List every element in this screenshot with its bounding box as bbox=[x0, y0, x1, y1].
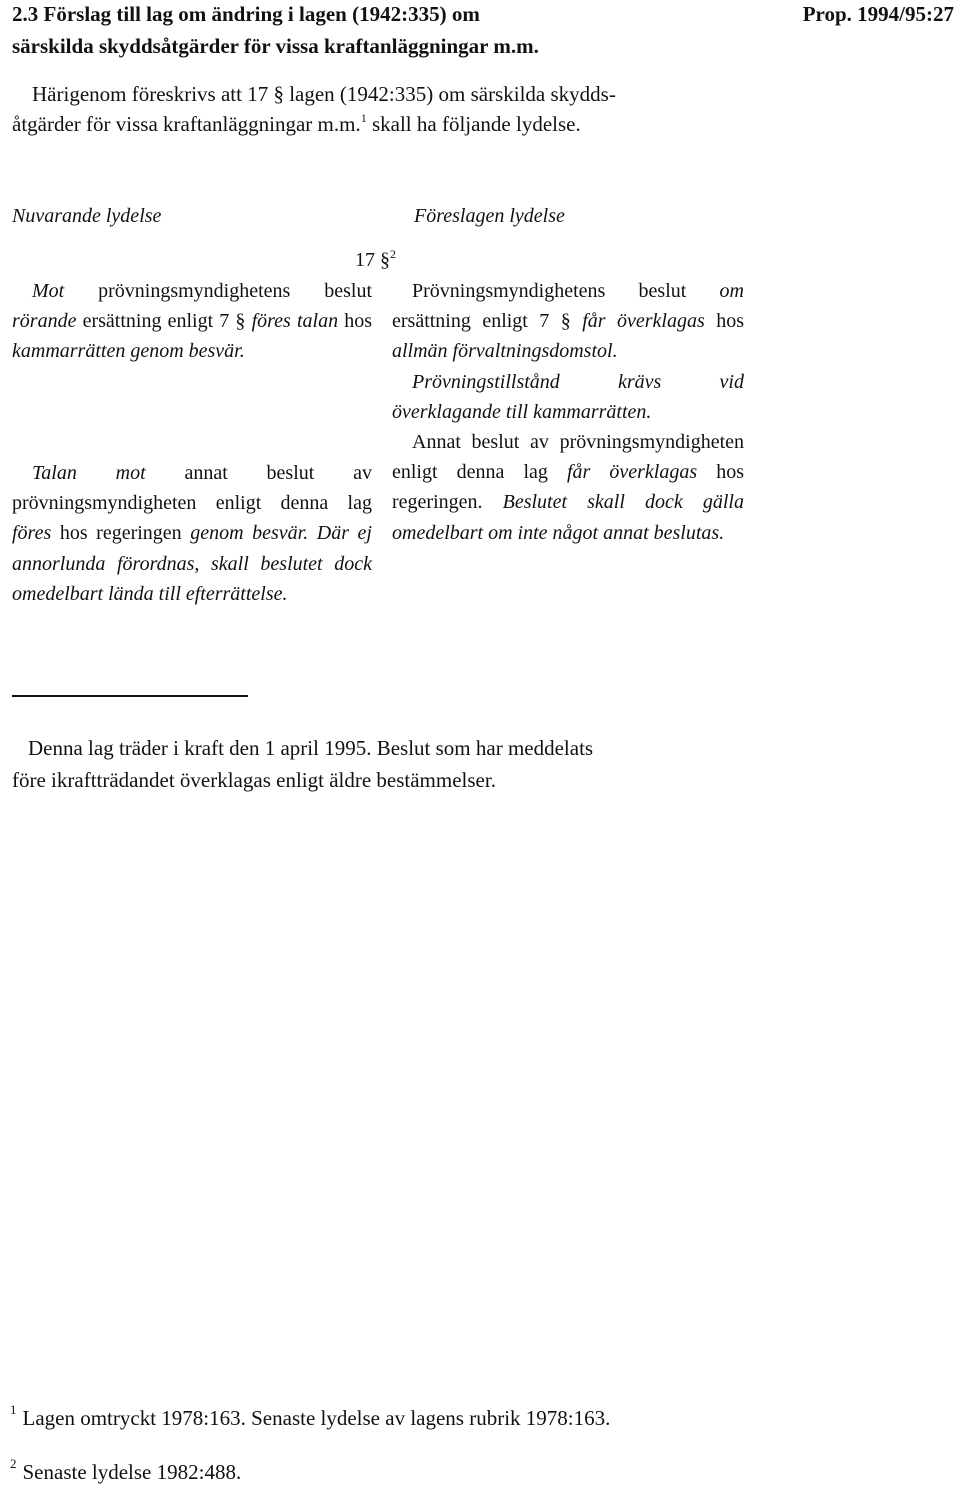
heading-line-1: 2.3 Förslag till lag om ändring i lagen (1942:335) om bbox=[12, 2, 480, 26]
text-run: allmän förvaltningsdomstol. bbox=[392, 340, 618, 363]
footnote-1 bbox=[10, 1404, 610, 1432]
text-run: föres talan bbox=[251, 310, 339, 333]
proposition-reference: Prop. 1994/95:27 bbox=[802, 2, 954, 26]
transition-line-2: före ikraftträdandet överklagas enligt äldre bestämmelser. bbox=[12, 768, 496, 792]
text-run: prövningsmyndighetens beslut bbox=[64, 280, 372, 302]
text-run: Prövningstillstånd krävs vid överklagande till kammarrätten. bbox=[392, 370, 744, 423]
text-run: annat beslut av prövningsmyndigheten enligt denna lag bbox=[12, 462, 372, 515]
transition-line-1: Denna lag träder i kraft den 1 april 1995. Beslut som har meddelats bbox=[28, 736, 594, 760]
intro-line-2-tail: skall ha följande lydelse. bbox=[366, 112, 581, 136]
footnote-1-text: Lagen omtryckt 1978:163. Senaste lydelse av lagens rubrik 1978:163. bbox=[22, 1406, 611, 1430]
footnote-ref-1: 1 bbox=[360, 111, 367, 125]
text-run: Talan mot bbox=[32, 462, 146, 484]
right-column-heading: Föreslagen lydelse bbox=[414, 205, 565, 227]
text-run: får överklagas bbox=[566, 461, 698, 484]
separator-rule bbox=[12, 695, 248, 697]
text-run: hos bbox=[338, 310, 372, 333]
intro-line-2 bbox=[12, 109, 772, 139]
footnote-ref-2: 2 bbox=[390, 247, 396, 261]
text-run: hos bbox=[704, 310, 744, 333]
intro-line-1: Härigenom föreskrivs att 17 § lagen (1942:335) om särskilda skydds- bbox=[32, 82, 616, 106]
section-heading bbox=[12, 0, 712, 62]
text-run: kammarrätten genom besvär. bbox=[12, 340, 245, 363]
left-paragraph-1 bbox=[12, 276, 372, 367]
left-column-heading: Nuvarande lydelse bbox=[12, 205, 162, 227]
text-run: rörande bbox=[12, 310, 77, 333]
section-label: 17 § bbox=[355, 249, 390, 271]
text-run: får överklagas bbox=[582, 310, 705, 333]
footnote-1-number: 1 bbox=[10, 1402, 17, 1417]
right-paragraph-1 bbox=[392, 276, 744, 367]
text-run: om bbox=[719, 280, 744, 302]
left-column bbox=[12, 276, 372, 367]
text-run: Beslutet skall dock gälla omedelbart om inte något annat beslutas. bbox=[392, 491, 744, 544]
intro-paragraph bbox=[12, 79, 772, 139]
text-run: Annat beslut av prövningsmyndigheten enligt denna lag bbox=[392, 431, 744, 484]
text-run: Prövningsmyndighetens beslut bbox=[412, 280, 720, 302]
text-run: hos regeringen. bbox=[392, 461, 744, 514]
left-column-2 bbox=[12, 458, 372, 609]
transition-provision bbox=[12, 732, 752, 796]
intro-line-2-text: åtgärder för vissa kraftanläggningar m.m. bbox=[12, 112, 361, 136]
text-run: hos regeringen bbox=[51, 522, 191, 545]
text-run: föres bbox=[12, 522, 52, 545]
heading-line-2: särskilda skyddsåtgärder för vissa kraftanläggningar m.m. bbox=[12, 34, 539, 58]
footnote-2-number: 2 bbox=[10, 1456, 17, 1471]
right-paragraph-2 bbox=[392, 367, 744, 427]
footnote-2 bbox=[10, 1458, 241, 1486]
footnote-2-text: Senaste lydelse 1982:488. bbox=[22, 1460, 242, 1484]
right-paragraph-3 bbox=[392, 427, 744, 548]
left-paragraph-2 bbox=[12, 458, 372, 609]
text-run: ersättning enligt 7 § bbox=[76, 310, 252, 333]
right-column bbox=[392, 276, 744, 548]
text-run: ersättning enligt 7 § bbox=[392, 310, 583, 333]
section-number bbox=[355, 245, 396, 275]
text-run: Mot bbox=[32, 280, 65, 302]
text-run: genom besvär. Där ej annorlunda förordnas, skall beslutet dock omedelbart lända till efterrättelse. bbox=[12, 522, 372, 605]
